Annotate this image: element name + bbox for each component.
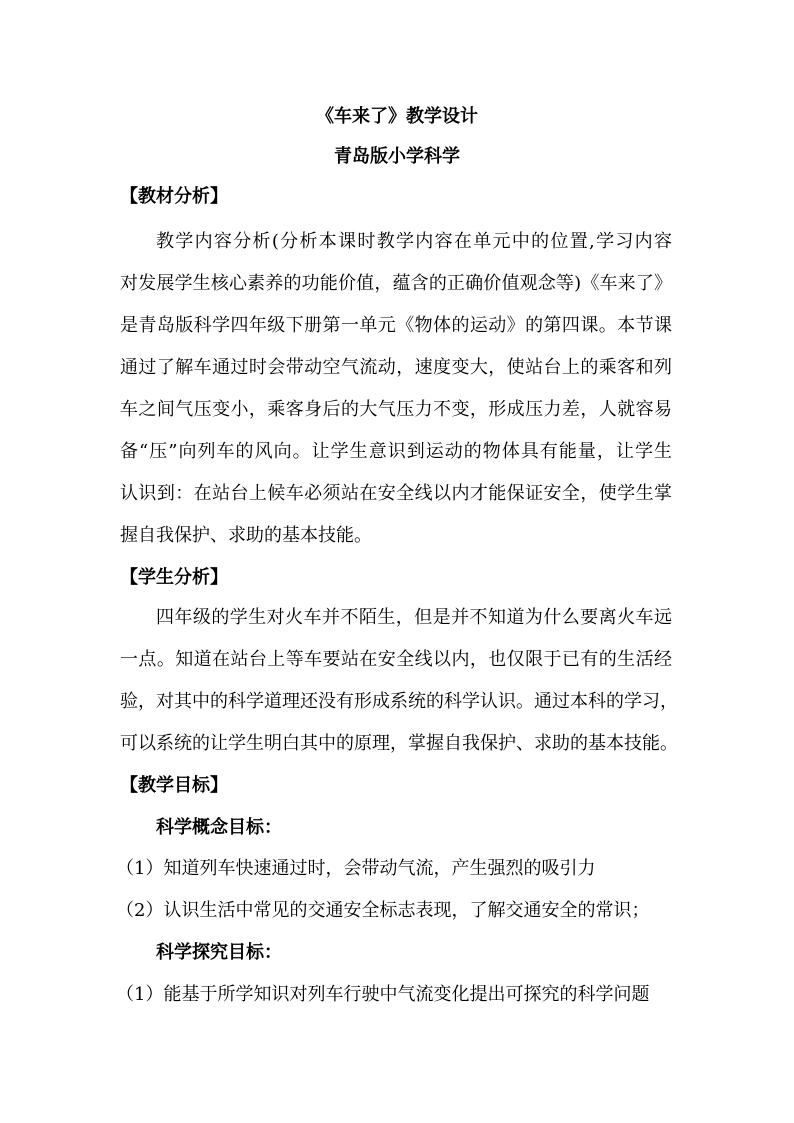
paragraph-line: 四年级的学生对火车并不陌生，但是并不知道为什么要离火车远 bbox=[156, 607, 672, 628]
paragraph-line: 车之间气压变小，乘客身后的大气压力不变，形成压力差，人就容易 bbox=[120, 399, 672, 420]
paragraph-line: 通过了解车通过时会带动空气流动，速度变大，使站台上的乘客和列 bbox=[120, 357, 672, 378]
subheading-science-inquiry-objectives: 科学探究目标： bbox=[156, 942, 282, 963]
list-item: （1）知道列车快速通过时，会带动气流，产生强烈的吸引力 bbox=[116, 858, 596, 879]
document-subtitle: 青岛版小学科学 bbox=[334, 146, 460, 167]
document-title: 《车来了》教学设计 bbox=[316, 106, 478, 127]
section-heading-textbook-analysis: 【教材分析】 bbox=[120, 186, 228, 207]
paragraph-line: 对发展学生核心素养的功能价值，蕴含的正确价值观念等)《车来了》 bbox=[120, 273, 672, 294]
list-item: （1）能基于所学知识对列车行驶中气流变化提出可探究的科学问题 bbox=[116, 984, 650, 1005]
paragraph-line: 可以系统的让学生明白其中的原理，掌握自我保护、求助的基本技能。 bbox=[120, 733, 678, 754]
paragraph-line: 握自我保护、求助的基本技能。 bbox=[120, 525, 372, 546]
list-item: （2）认识生活中常见的交通安全标志表现，了解交通安全的常识； bbox=[116, 900, 650, 921]
subheading-science-concept-objectives: 科学概念目标： bbox=[156, 817, 282, 838]
paragraph-line: 认识到：在站台上候车必须站在安全线以内才能保证安全，使学生掌 bbox=[120, 483, 672, 504]
paragraph-line: 是青岛版科学四年级下册第一单元《物体的运动》的第四课。本节课 bbox=[120, 315, 672, 336]
paragraph-line: 教学内容分析(分析本课时教学内容在单元中的位置,学习内容 bbox=[156, 231, 672, 252]
paragraph-line: 验，对其中的科学道理还没有形成系统的科学认识。通过本科的学习， bbox=[120, 691, 678, 712]
section-heading-teaching-objectives: 【教学目标】 bbox=[120, 775, 228, 796]
paragraph-line: 备“压”向列车的风向。让学生意识到运动的物体具有能量，让学生 bbox=[120, 441, 672, 462]
section-heading-student-analysis: 【学生分析】 bbox=[120, 567, 228, 588]
paragraph-line: 一点。知道在站台上等车要站在安全线以内，也仅限于已有的生活经 bbox=[120, 649, 672, 670]
